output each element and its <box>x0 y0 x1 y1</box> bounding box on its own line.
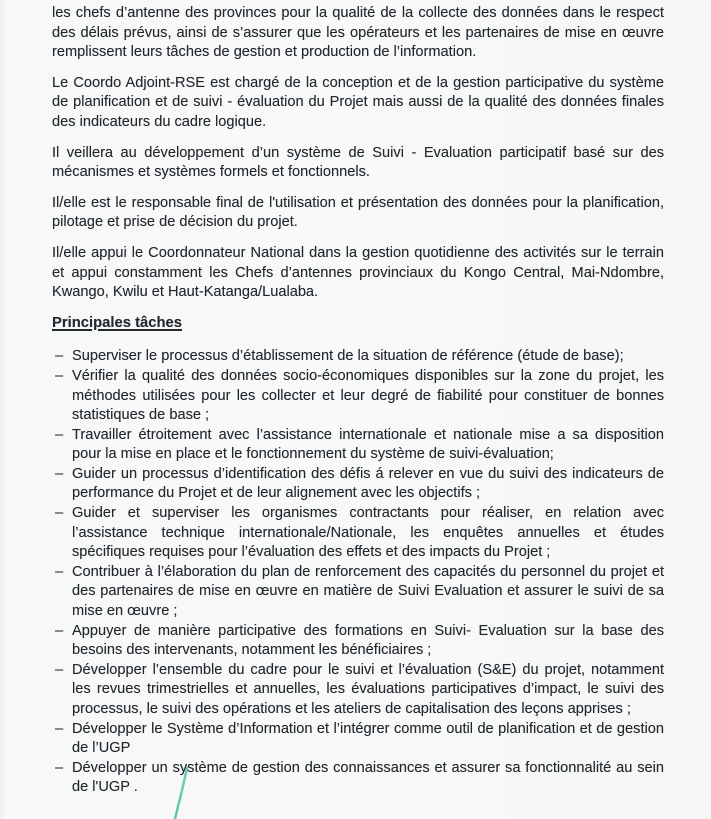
bullet-dash: – <box>55 505 64 522</box>
bullet-dash: – <box>55 367 64 384</box>
bullet-dash: – <box>55 622 64 639</box>
task-item <box>55 426 664 465</box>
task-item <box>55 347 664 367</box>
bullet-dash: – <box>55 426 64 443</box>
section-heading-principales-taches: Principales tâches <box>52 314 182 331</box>
task-text: Travailler étroitement avec l’assistance internationale et nationale mise a sa disposition pour la mise en place et le fonctionnement du système de suivi-évaluation; <box>72 426 664 463</box>
task-item <box>55 504 664 563</box>
document-page <box>52 4 664 798</box>
task-text: Vérifier la qualité des données socio-économiques disponibles sur la zone du projet, les méthodes utilisées pour les collecter et leur degré de fiabilité pour constituer de bonnes statistiques de base ; <box>72 367 664 424</box>
task-text: Développer l’ensemble du cadre pour le suivi et l’évaluation (S&E) du projet, notamment les revues trimestrielles et annuelles, les évaluations participatives d’impact, le suivi des processus, le suivi des opérations et les ateliers de capitalisation des leçons apprises ; <box>72 661 664 717</box>
task-text: Guider et superviser les organismes contractants pour réaliser, en relation avec l’assistance technique internationale/Nationale, les enquêtes annuelles et études spécifiques requises pour l’évaluation des effets et des impacts du Projet ; <box>72 505 664 561</box>
task-item <box>55 720 664 759</box>
task-text: Guider un processus d’identification des défis á relever en vue du suivi des indicateurs de performance du Projet et de leur alignement avec les objectifs ; <box>72 465 664 502</box>
paragraph-coordination-support: Il/elle appui le Coordonnateur National dans la gestion quotidienne des activités sur le terrain et appui constamment les Chefs d’antennes provinciaux du Kongo Central, Mai-Ndombre, Kwango, Kwilu et Haut-Katanga/Lualaba. <box>52 244 664 301</box>
paragraph-responsibility: Il/elle est le responsable final de l'utilisation et présentation des données pour la planification, pilotage et prise de décision du projet. <box>52 194 664 231</box>
task-text: Développer un système de gestion des connaissances et assurer sa fonctionnalité au sein de l'UGP . <box>72 759 664 796</box>
task-text: Superviser le processus d’établissement de la situation de référence (étude de base); <box>72 348 624 365</box>
task-item <box>55 367 664 426</box>
bullet-dash: – <box>55 465 64 482</box>
bullet-dash: – <box>55 759 64 776</box>
task-item <box>55 465 664 504</box>
bullet-dash: – <box>55 563 64 580</box>
task-item <box>55 759 664 798</box>
paragraph-system-development: Il veillera au développement d’un système de Suivi - Evaluation participatif basé sur des mécanismes et systèmes formels et fonctionnels. <box>52 144 664 181</box>
bullet-dash: – <box>55 348 64 365</box>
task-text: Appuyer de manière participative des formations en Suivi- Evaluation sur la base des besoins des intervenants, notamment les bénéficiaires ; <box>72 622 664 659</box>
task-list <box>52 347 664 798</box>
task-item <box>55 563 664 622</box>
paragraph-intro-continuation: les chefs d’antenne des provinces pour la qualité de la collecte des données dans le respect des délais prévus, ainsi de s’assurer que les opérateurs et les partenaires de mise en œuvre remplissent leurs tâches de gestion et production de l’information. <box>52 5 664 61</box>
bullet-dash: – <box>55 720 64 737</box>
task-item <box>55 661 664 720</box>
paragraph-role-description: Le Coordo Adjoint-RSE est chargé de la conception et de la gestion participative du système de planification et de suivi - évaluation du Projet mais aussi de la qualité des données finales des indicateurs du cadre logique. <box>52 74 664 130</box>
task-text: Contribuer à l’élaboration du plan de renforcement des capacités du personnel du projet et des partenaires de mise en œuvre en matière de Suivi Evaluation et assurer le suivi de sa mise en œuvre ; <box>72 563 664 620</box>
task-item <box>55 622 664 661</box>
task-text: Développer le Système d’Information et l’intégrer comme outil de planification et de gestion de l’UGP <box>72 720 664 757</box>
bullet-dash: – <box>55 661 64 678</box>
